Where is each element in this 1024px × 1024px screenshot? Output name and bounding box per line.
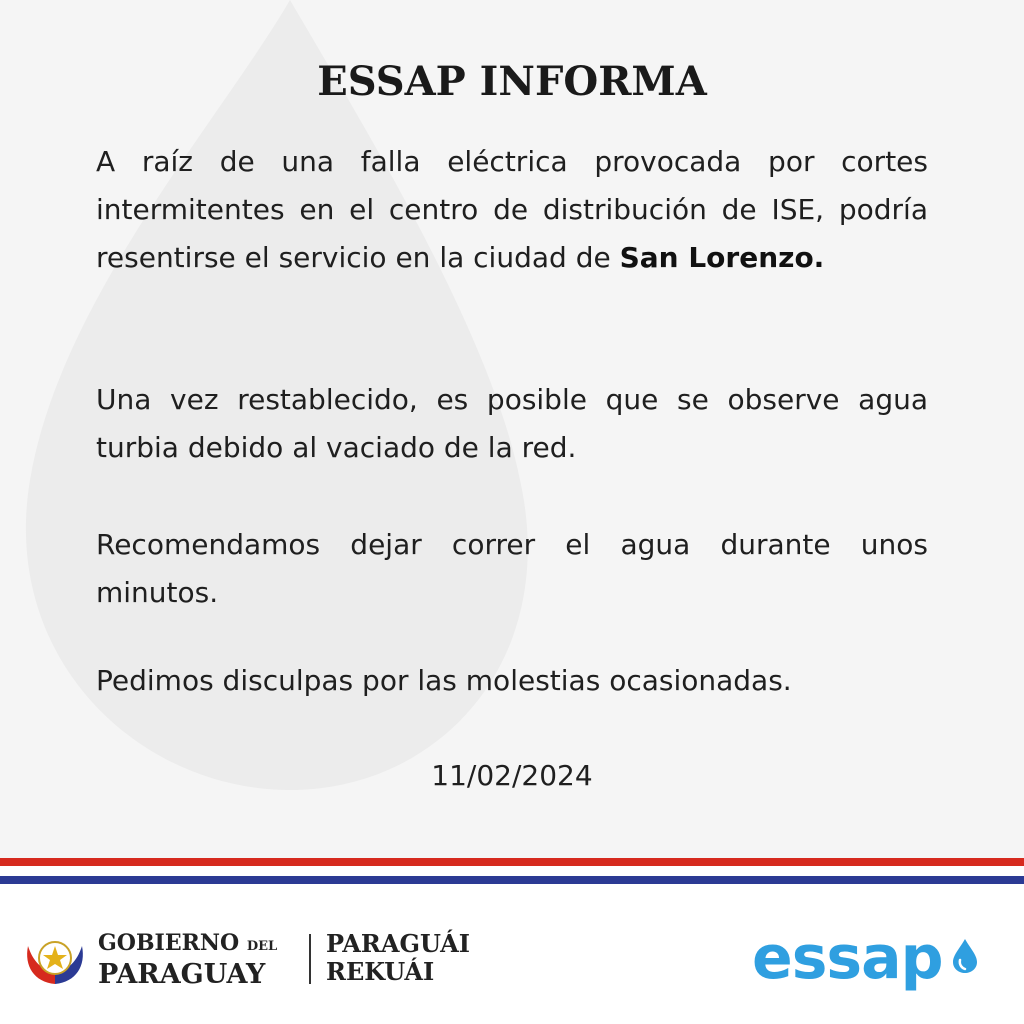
- gov-line-1: GOBIERNO: [98, 930, 240, 956]
- government-motto: [326, 930, 470, 986]
- notice-paragraph-3: Recomendamos dejar correr el agua durante unos minutos.: [96, 528, 928, 609]
- footer: [0, 888, 1024, 1024]
- essap-logo: [752, 923, 982, 998]
- notice-date: 11/02/2024: [431, 759, 593, 792]
- government-of-paraguay-logo: [98, 930, 277, 990]
- flag-stripes: [0, 858, 1024, 888]
- government-seal-icon: [22, 928, 88, 990]
- essap-logo-text: essap: [752, 923, 943, 993]
- flag-white-stripe: [0, 866, 1024, 876]
- logo-divider: [309, 934, 311, 984]
- motto-line-2: REKUÁI: [326, 957, 435, 986]
- paragraph-1-text: A raíz de una falla eléctrica provocada por cortes intermitentes en el centro de distribución de ISE, podría resentirse el servicio en la ciudad de: [96, 145, 928, 274]
- flag-red-stripe: [0, 858, 1024, 866]
- city-name: San Lorenzo.: [619, 241, 825, 274]
- notice-paragraph-1: [96, 138, 928, 282]
- notice-title: ESSAP INFORMA: [317, 58, 707, 105]
- gov-line-1-small: DEL: [246, 939, 278, 954]
- notice-paragraph-4: Pedimos disculpas por las molestias ocasionadas.: [96, 664, 792, 697]
- motto-line-1: PARAGUÁI: [326, 929, 471, 958]
- flag-blue-stripe: [0, 876, 1024, 884]
- water-drop-icon: [950, 938, 980, 974]
- notice-paragraph-2: Una vez restablecido, es posible que se observe agua turbia debido al vaciado de la red.: [96, 383, 928, 464]
- gov-line-2: PARAGUAY: [98, 959, 266, 990]
